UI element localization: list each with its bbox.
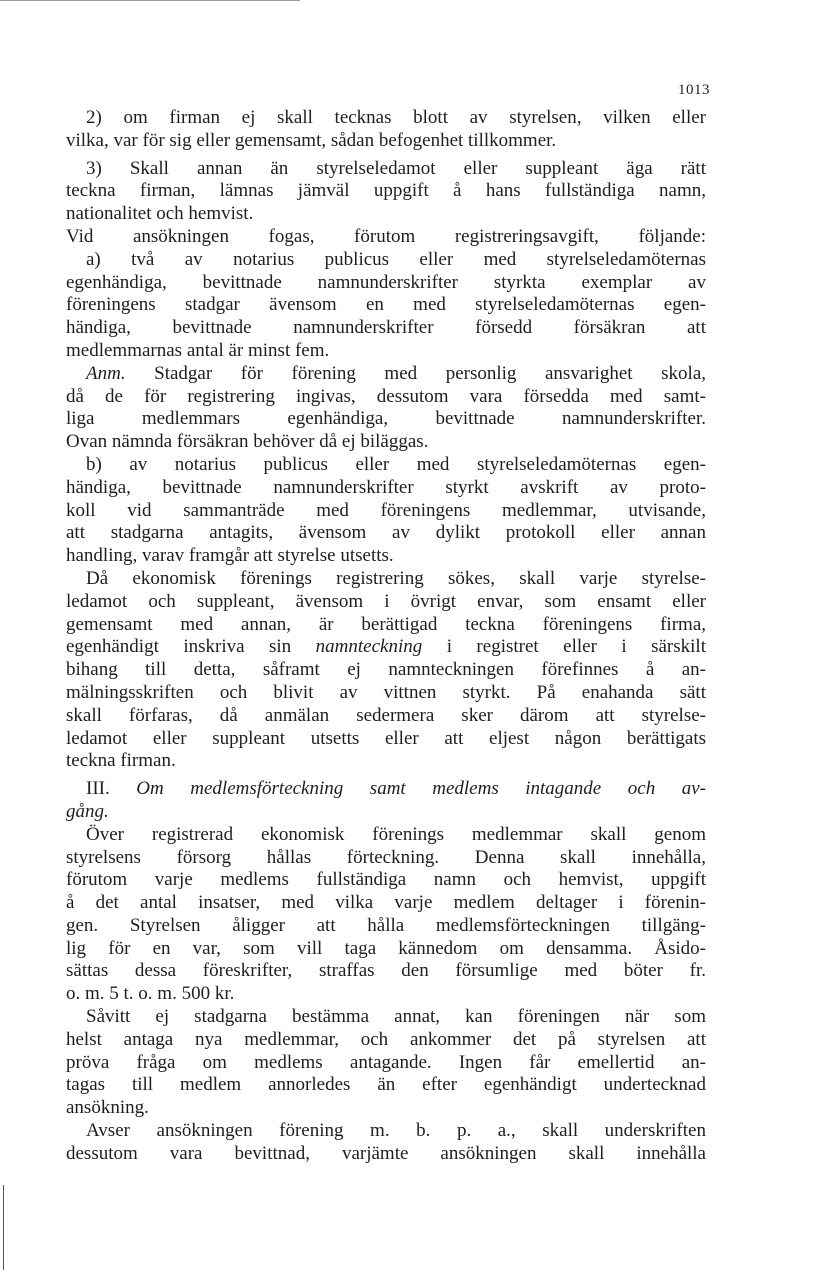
line-text: att stadgarna antagits, ävensom av dylikt protokoll eller annan [66,522,706,544]
text-line [66,960,706,983]
line-text: ledamot och suppleant, ävensom i övrigt envar, som ensamt eller [66,590,706,612]
text-line [66,408,706,431]
line-text: mälningsskriften och blivit av vittnen styrkt. På enahanda sätt [66,681,706,703]
line-text: III. [86,778,110,800]
text-line [66,682,706,705]
text-line [66,892,706,915]
text-line [66,203,706,226]
italic-text: Anm. [86,362,126,384]
line-text: b) av notarius publicus eller med styrelseledamöternas egen- [86,453,706,475]
line-text: liga medlemmars egenhändiga, bevittnade namnunderskrifter. [66,408,706,430]
top-border-line [0,0,300,1]
line-text: bihang till detta, såframt ej namnteckningen förefinnes å an- [66,659,706,681]
line-text: a) två av notarius publicus eller med styrelseledamöternas [86,248,706,270]
text-line [66,340,706,363]
text-line [66,522,706,545]
line-text: förutom varje medlems fullständiga namn och hemvist, uppgift [66,869,706,891]
line-text: då de för registrering ingivas, dessutom vara försedda med samt- [66,385,706,407]
text-line [66,824,706,847]
line-text: skall förfaras, då anmälan sedermera sker därom att styrelse- [66,704,706,726]
line-text: sättas dessa föreskrifter, straffas den försumlige med böter fr. [66,960,706,982]
text-line [66,705,706,728]
text-line [66,226,706,249]
text-line [66,728,706,751]
text-line [66,778,706,801]
left-margin-line [3,1185,4,1270]
text-line [66,614,706,637]
text-line [66,1097,706,1120]
text-line [66,1143,706,1166]
text-line [66,1120,706,1143]
line-text: Stadgar för förening med personlig ansvarighet skola, [154,362,707,384]
body-text [66,107,706,1166]
line-text: ledamot eller suppleant utsetts eller att eljest någon berättigats [66,727,706,749]
line-text: styrelsens försorg hållas förteckning. Denna skall innehålla, [66,846,706,868]
text-line [66,363,706,386]
text-line [66,386,706,409]
text-line [66,477,706,500]
text-line [66,294,706,317]
text-line [66,1074,706,1097]
line-text: gen. Styrelsen åligger att hålla medlemsförteckningen tillgäng- [66,914,706,936]
text-line [66,454,706,477]
line-text: ansökning. [66,1097,149,1119]
italic-text: gång. [66,800,109,822]
text-line [66,1006,706,1029]
line-text: egenhändiga, bevittnade namnunderskrifter styrkta exemplar av [66,271,706,293]
text-line [66,317,706,340]
italic-text: Om medlemsförteckning samt medlems intagande och av- [136,778,707,800]
line-text: lig för en var, som vill taga kännedom om densamma. Åsido- [66,937,706,959]
line-text: å det antal insatser, med vilka varje medlem deltager i förenin- [66,892,706,914]
text-line [66,107,706,130]
text-line [66,847,706,870]
line-text: koll vid sammanträde med föreningens medlemmar, utvisande, [66,499,706,521]
text-line [66,591,706,614]
text-line [66,500,706,523]
line-text: nationalitet och hemvist. [66,203,254,225]
text-line [66,158,706,181]
line-text: Ovan nämnda försäkran behöver då ej biläggas. [66,431,429,453]
line-text: händiga, bevittnade namnunderskrifter försedd försäkran att [66,317,706,339]
line-text: teckna firman. [66,750,176,772]
line-text: egenhändigt inskriva sin [66,636,292,658]
text-line [66,750,706,773]
text-line [66,249,706,272]
line-text: föreningens stadgar ävensom en med styrelseledamöternas egen- [66,294,706,316]
line-text: 3) Skall annan än styrelseledamot eller suppleant äga rätt [86,157,706,179]
text-line [66,180,706,203]
line-text: medlemmarnas antal är minst fem. [66,339,330,361]
line-text: Över registrerad ekonomisk förenings medlemmar skall genom [86,823,706,845]
line-text: helst antaga nya medlemmar, och ankommer det på styrelsen att [66,1028,706,1050]
text-line [66,869,706,892]
line-text: Vid ansökningen fogas, förutom registreringsavgift, följande: [66,225,706,247]
text-line [66,272,706,295]
text-line [66,801,706,824]
page-number: 1013 [678,82,710,98]
line-text: vilka, var för sig eller gemensamt, sådan befogenhet tillkommer. [66,129,557,151]
line-text: teckna firman, lämnas jämväl uppgift å hans fullständiga namn, [66,180,706,202]
italic-text: namnteckning [315,636,423,658]
text-line [66,568,706,591]
text-line [66,636,706,659]
line-text: Då ekonomisk förenings registrering sökes, skall varje styrelse- [86,567,706,589]
line-text: händiga, bevittnade namnunderskrifter styrkt avskrift av proto- [66,476,706,498]
line-text: Såvitt ej stadgarna bestämma annat, kan föreningen när som [86,1006,706,1028]
text-line [66,983,706,1006]
text-line [66,545,706,568]
text-line [66,130,706,153]
text-line [66,1052,706,1075]
text-line [66,915,706,938]
text-line [66,1029,706,1052]
line-text: dessutom vara bevittnad, varjämte ansökningen skall innehålla [66,1142,706,1164]
line-text: i registret eller i särskilt [446,636,706,658]
text-line [66,431,706,454]
line-text: gemensamt med annan, är berättigad teckna föreningens firma, [66,613,706,635]
text-line [66,938,706,961]
line-text: o. m. 5 t. o. m. 500 kr. [66,983,235,1005]
line-text: tagas till medlem annorledes än efter egenhändigt undertecknad [66,1074,706,1096]
line-text: pröva fråga om medlems antagande. Ingen får emellertid an- [66,1051,706,1073]
line-text: 2) om firman ej skall tecknas blott av styrelsen, vilken eller [86,107,706,128]
text-line [66,659,706,682]
line-text: handling, varav framgår att styrelse utsetts. [66,545,394,567]
line-text: Avser ansökningen förening m. b. p. a., skall underskriften [86,1120,706,1142]
